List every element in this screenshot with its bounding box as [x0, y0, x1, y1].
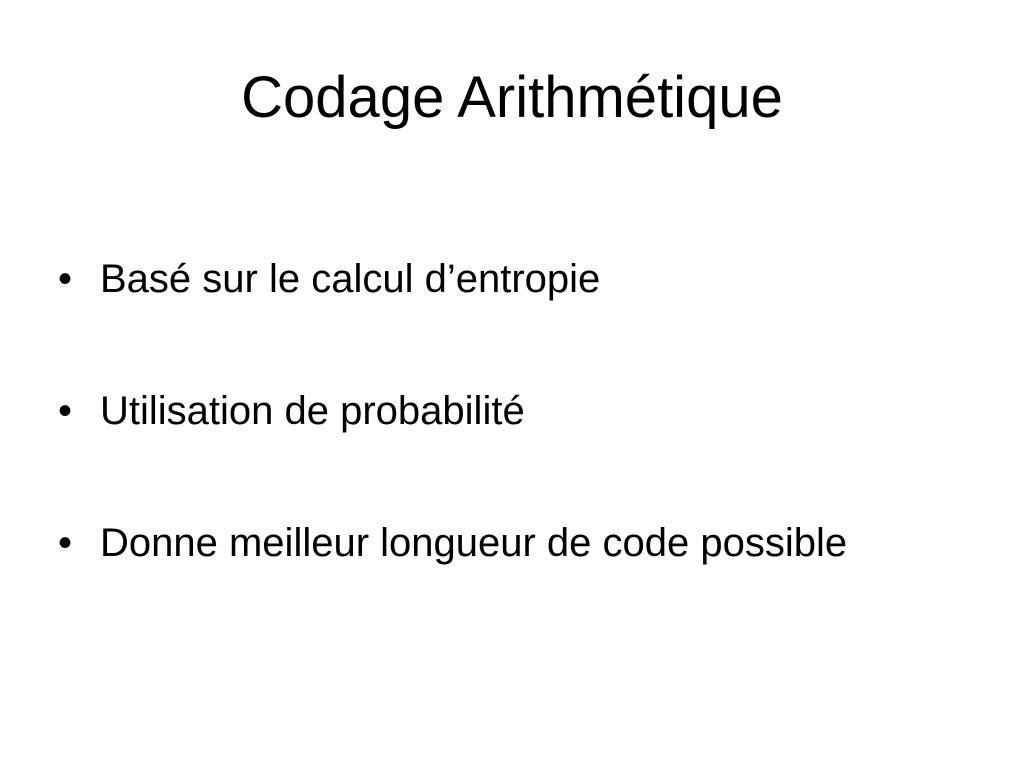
bullet-icon: •: [58, 389, 73, 433]
bullet-item: [58, 515, 847, 571]
bullet-text: Basé sur le calcul d’entropie: [100, 257, 601, 301]
bullet-icon: •: [58, 257, 73, 301]
bullet-item: [58, 383, 525, 439]
bullet-icon: •: [58, 521, 73, 565]
bullet-text: Utilisation de probabilité: [100, 389, 525, 433]
bullet-item: [58, 251, 600, 307]
bullet-text: Donne meilleur longueur de code possible: [100, 521, 848, 565]
slide-title: Codage Arithmétique: [241, 65, 783, 130]
